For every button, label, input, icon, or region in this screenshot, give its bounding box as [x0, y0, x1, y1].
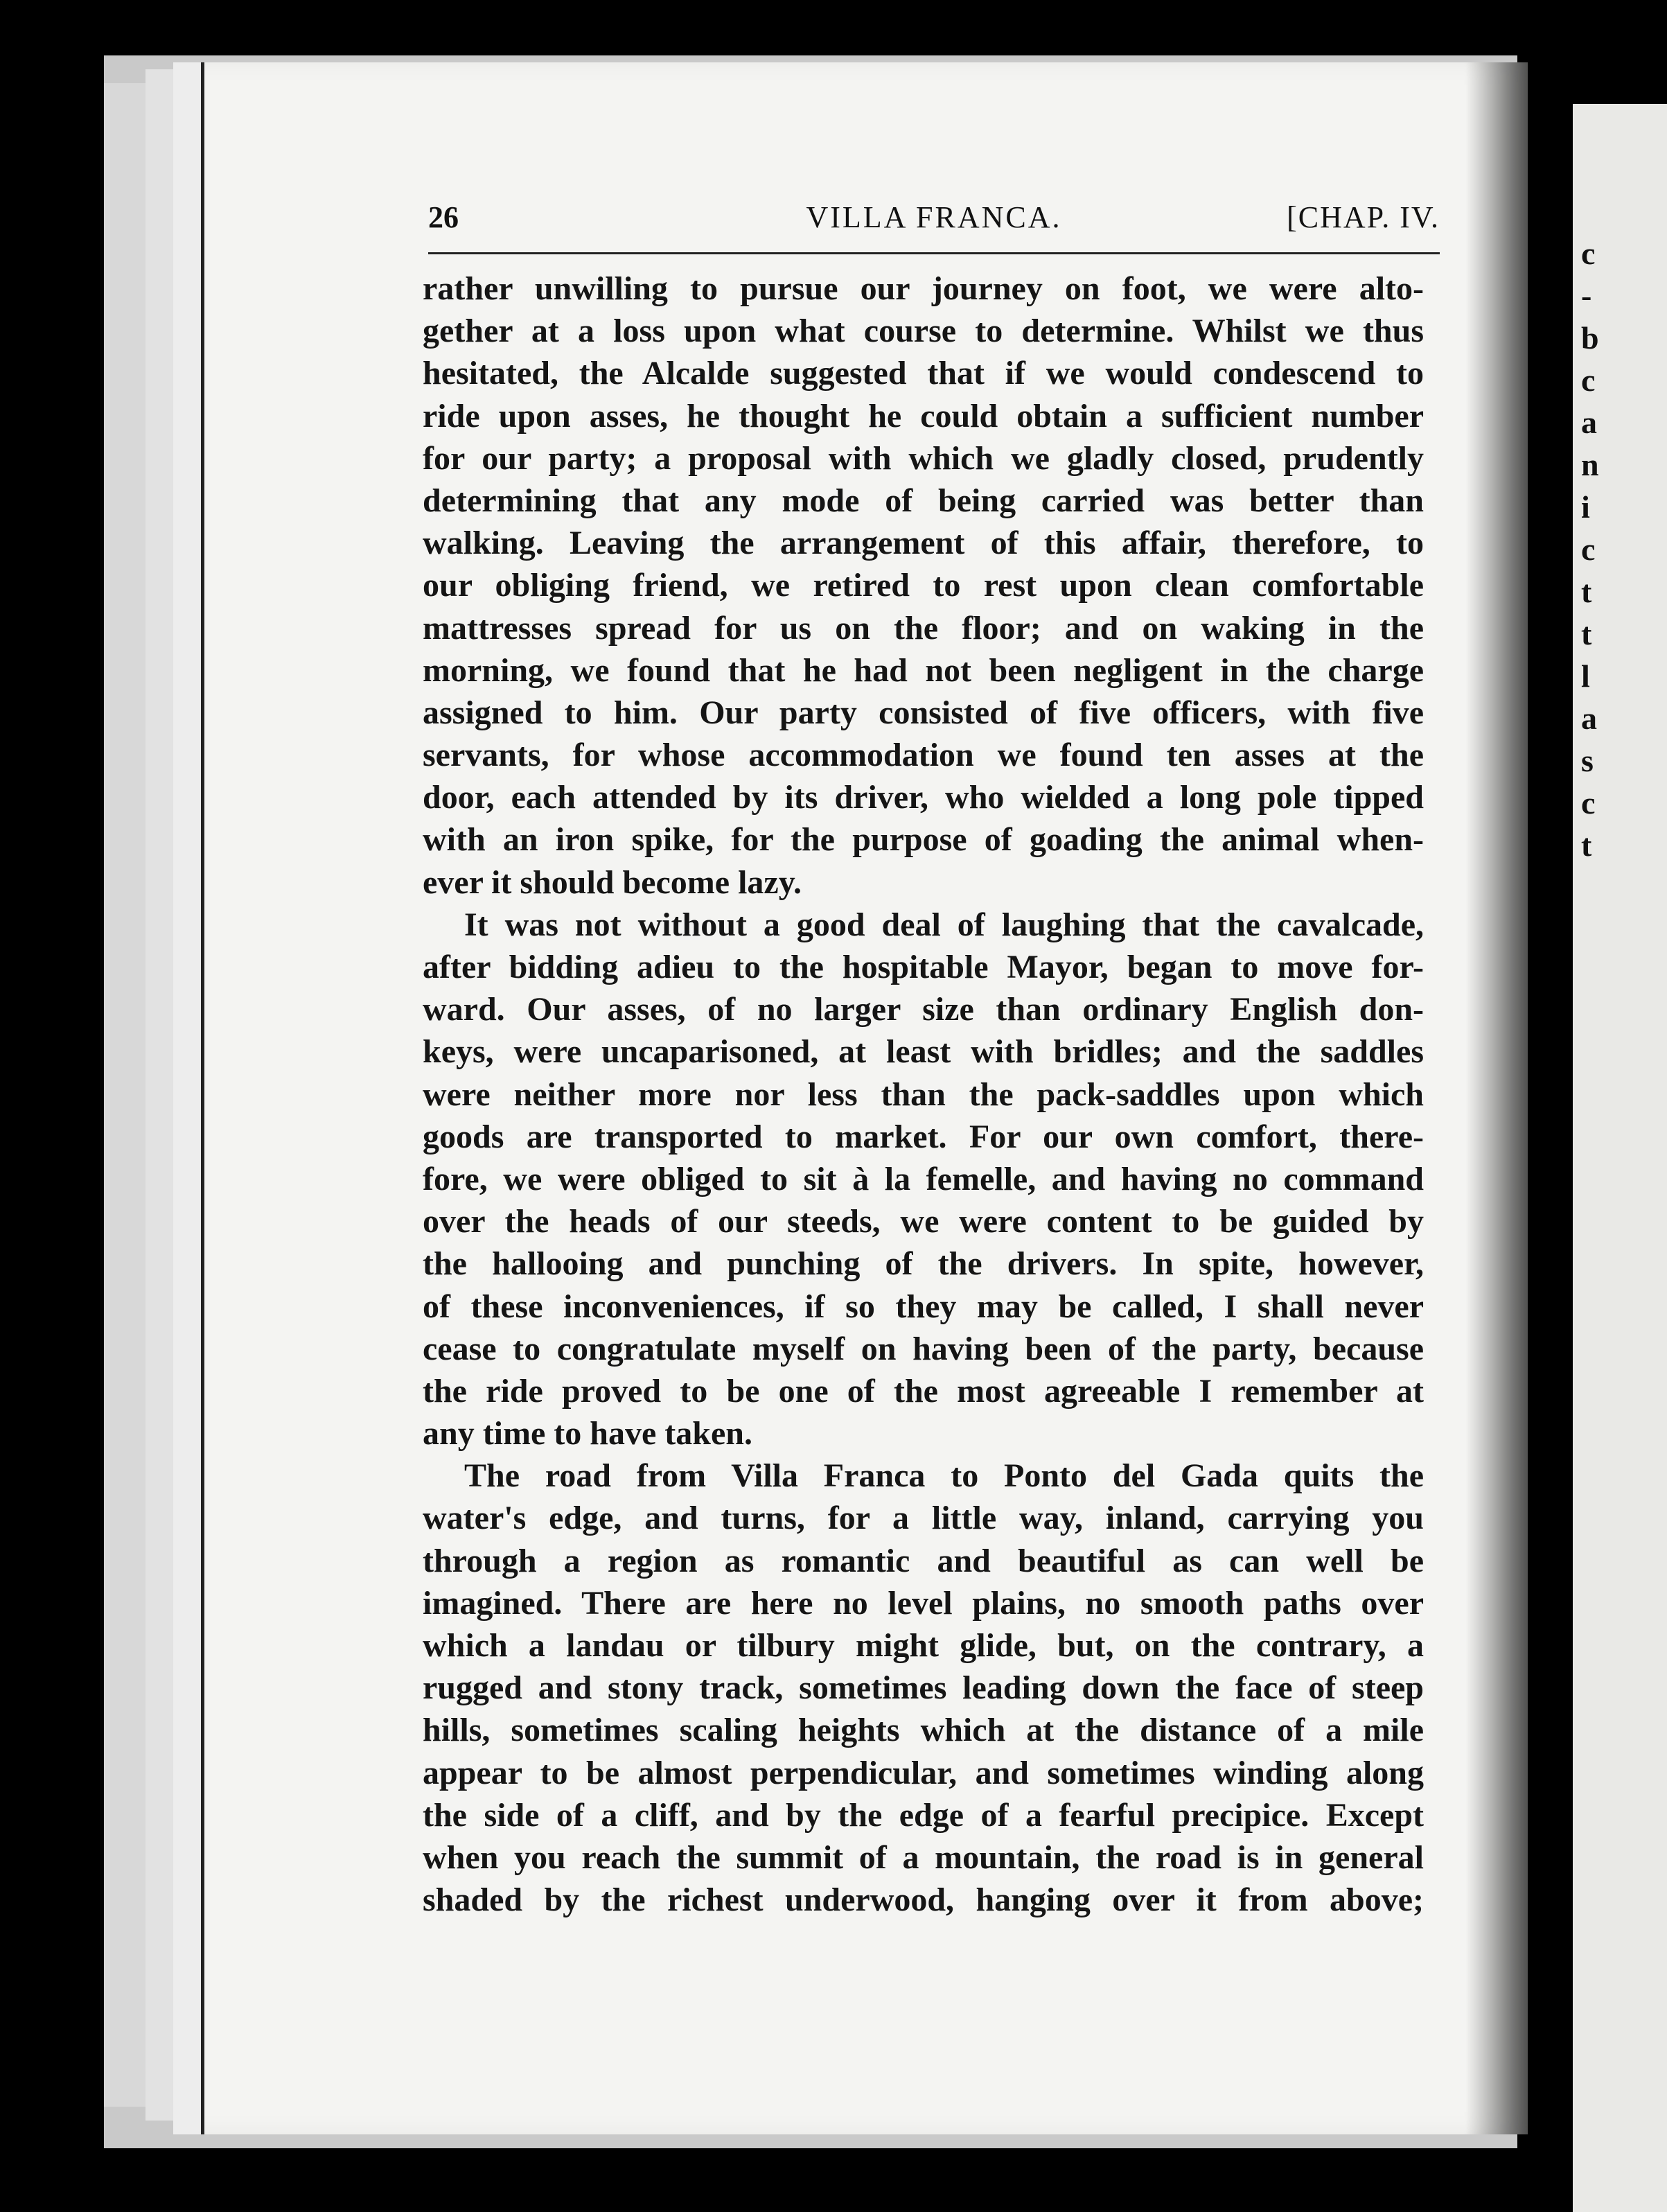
facing-page-fragment: c [1581, 785, 1596, 820]
text-line: goods are transported to market. For our own comfort, there- [423, 1118, 1424, 1155]
text-line: servants, for whose accommodation we found ten asses at the [423, 737, 1424, 774]
facing-page-fragment: t [1581, 574, 1592, 609]
text-line: morning, we found that he had not been negligent in the charge [423, 651, 1424, 689]
text-line: of these inconveniences, if so they may be called, I shall never [423, 1288, 1424, 1325]
running-title: VILLA FRANCA. [806, 200, 1062, 234]
text-line: rather unwilling to pursue our journey on foot, we were alto- [423, 270, 1424, 307]
page-edge [173, 62, 203, 2134]
text-line: shaded by the richest underwood, hanging over it from above; [423, 1881, 1424, 1919]
text-line: our obliging friend, we retired to rest upon clean comfortable [423, 567, 1424, 604]
text-line: determining that any mode of being carried was better than [423, 482, 1424, 519]
chapter-label: [CHAP. IV. [1287, 200, 1440, 234]
text-line: mattresses spread for us on the floor; and on waking in the [423, 609, 1424, 647]
text-line: through a region as romantic and beautiful as can well be [423, 1542, 1424, 1579]
text-line: the side of a cliff, and by the edge of a fearful precipice. Except [423, 1796, 1424, 1834]
text-line: imagined. There are here no level plains, no smooth paths over [423, 1584, 1424, 1622]
facing-page-fragment: n [1581, 447, 1599, 482]
text-line: after bidding adieu to the hospitable Mayor, began to move for- [423, 949, 1424, 985]
text-line: for our party; a proposal with which we gladly closed, prudently [423, 439, 1424, 477]
text-line: the ride proved to be one of the most agreeable I remember at [423, 1372, 1424, 1410]
facing-page-fragment: t [1581, 616, 1592, 651]
text-line: assigned to him. Our party consisted of five officers, with five [423, 694, 1424, 731]
facing-page-fragment: - [1581, 278, 1592, 313]
text-line: ward. Our asses, of no larger size than ordinary English don- [423, 991, 1424, 1028]
text-line: with an iron spike, for the purpose of goading the animal when- [423, 821, 1424, 859]
text-line: when you reach the summit of a mountain, the road is in general [423, 1838, 1424, 1876]
text-line: ride upon asses, he thought he could obtain a sufficient number [423, 397, 1424, 434]
text-line: cease to congratulate myself on having been of the party, because [423, 1330, 1424, 1367]
text-line: gether at a loss upon what course to determine. Whilst we thus [423, 313, 1424, 350]
text-line: which a landau or tilbury might glide, but, on the contrary, a [423, 1627, 1424, 1664]
text-line: keys, were uncaparisoned, at least with bridles; and the saddles [423, 1033, 1424, 1071]
facing-page-fragment: a [1581, 405, 1597, 440]
text-line: hesitated, the Alcalde suggested that if we would condescend to [423, 355, 1424, 392]
text-line: appear to be almost perpendicular, and sometimes winding along [423, 1754, 1424, 1791]
facing-page-fragment: l [1581, 658, 1590, 694]
facing-page-fragment: a [1581, 701, 1597, 736]
text-line: were neither more nor less than the pack-saddles upon which [423, 1076, 1424, 1113]
text-line: hills, sometimes scaling heights which at the distance of a mile [423, 1712, 1424, 1749]
text-line: fore, we were obliged to sit à la femelle, and having no command [423, 1160, 1424, 1197]
facing-page-fragment: c [1581, 236, 1596, 271]
page-number: 26 [428, 200, 459, 234]
running-header [428, 200, 1440, 241]
text-line: the hallooing and punching of the drivers. In spite, however, [423, 1245, 1424, 1283]
text-line: The road from Villa Franca to Ponto del Gada quits the [464, 1457, 1424, 1495]
gutter-shadow [1465, 62, 1528, 2134]
facing-page-fragment: c [1581, 362, 1596, 398]
facing-page-fragment: b [1581, 320, 1599, 356]
text-line: ever it should become lazy. [423, 863, 802, 901]
text-line: rugged and stony track, sometimes leading down the face of steep [423, 1669, 1424, 1707]
text-line: water's edge, and turns, for a little way, inland, carrying you [423, 1500, 1424, 1537]
facing-page-fragment: c [1581, 532, 1596, 567]
facing-page-fragment: s [1581, 743, 1594, 778]
body-text [423, 267, 1424, 1921]
facing-page-fragment: i [1581, 489, 1590, 525]
text-line: walking. Leaving the arrangement of this affair, therefore, to [423, 525, 1424, 562]
facing-page-edge [1573, 104, 1667, 2212]
text-line: door, each attended by its driver, who wielded a long pole tipped [423, 779, 1424, 816]
text-line: any time to have taken. [423, 1415, 752, 1452]
text-line: It was not without a good deal of laughing that the cavalcade, [464, 906, 1424, 943]
header-rule [428, 252, 1440, 254]
text-line: over the heads of our steeds, we were content to be guided by [423, 1203, 1424, 1240]
facing-page-fragment: t [1581, 827, 1592, 863]
